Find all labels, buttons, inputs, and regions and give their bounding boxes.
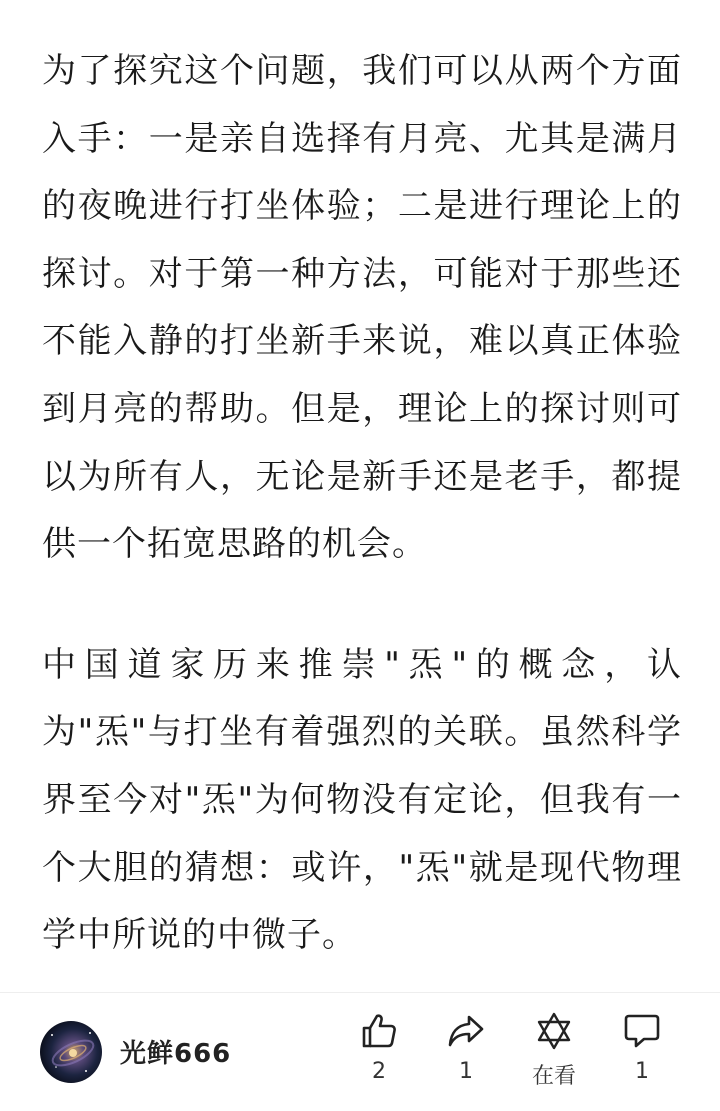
watching-button[interactable] — [514, 1011, 594, 1101]
thumbs-up-icon — [359, 1011, 399, 1051]
share-count: 1 — [459, 1059, 473, 1084]
article-paragraph: 中国道家历来推崇"炁"的概念，认为"炁"与打坐有着强烈的关联。虽然科学界至今对"炁"为何物没有定论，但我有一个大胆的猜想：或许，"炁"就是现代物理学中所说的中微子。 — [42, 644, 682, 956]
share-button[interactable] — [426, 1011, 506, 1101]
like-button[interactable] — [339, 1011, 419, 1101]
comment-count: 1 — [635, 1059, 649, 1084]
galaxy-avatar-icon — [40, 1021, 102, 1083]
comment-bubble-icon — [622, 1011, 662, 1051]
hexagram-icon — [534, 1011, 574, 1051]
comment-button[interactable] — [602, 1011, 682, 1101]
like-count: 2 — [372, 1059, 386, 1084]
article-body — [42, 38, 682, 970]
author-name[interactable]: 光鲜666 — [120, 1039, 232, 1069]
article-footer-bar — [0, 992, 720, 1111]
article-paragraph: 为了探究这个问题，我们可以从两个方面入手：一是亲自选择有月亮、尤其是满月的夜晚进行打坐体验；二是进行理论上的探讨。对于第一种方法，可能对于那些还不能入静的打坐新手来说，难以真正体验到月亮的帮助。但是，理论上的探讨则可以为所有人，无论是新手还是老手，都提供一个拓宽思路的机会。 — [42, 51, 682, 565]
share-arrow-icon — [446, 1011, 486, 1051]
author-avatar[interactable] — [40, 1021, 102, 1083]
watching-label: 在看 — [531, 1064, 576, 1089]
